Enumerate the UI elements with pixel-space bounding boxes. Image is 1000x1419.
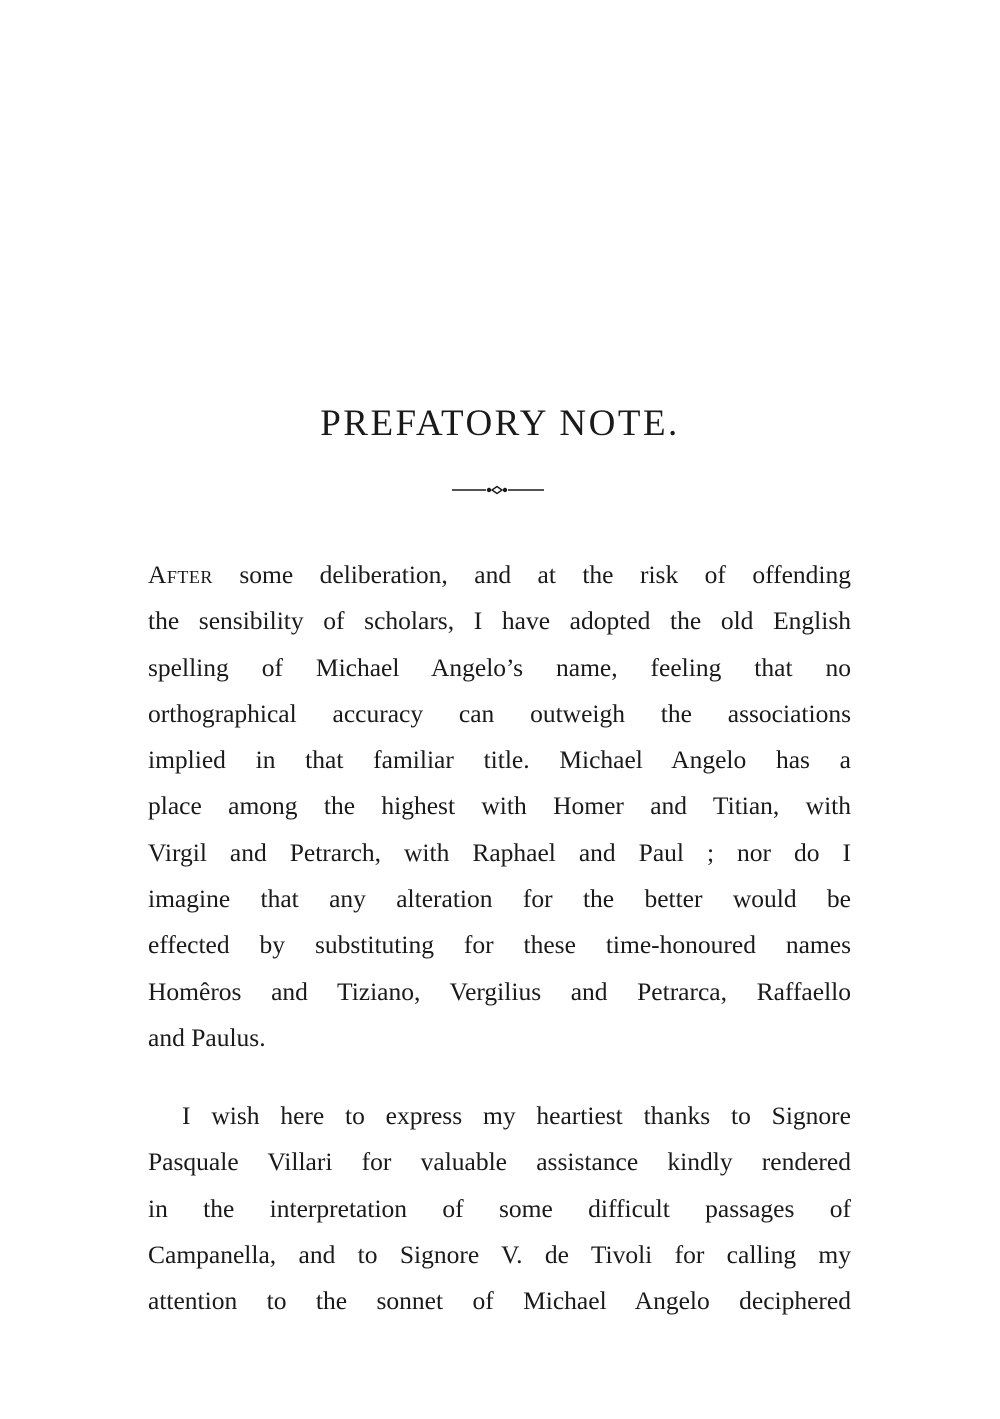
- paragraph-1-line-3: spelling of Michael Angelo’s name, feeling that no: [148, 652, 851, 682]
- paragraph-2-line-4: Campanella, and to Signore V. de Tivoli for calling my: [148, 1239, 851, 1269]
- paragraph-1-line-1: After some deliberation, and at the risk of offending: [148, 560, 851, 589]
- paragraph-1-line-9: effected by substituting for these time-honoured names: [148, 930, 851, 960]
- ornament-divider-icon: [450, 482, 546, 498]
- paragraph-1-line-11: and Paulus.: [148, 1022, 266, 1052]
- paragraph-1-line-7: Virgil and Petrarch, with Raphael and Paul ; nor do I: [148, 837, 851, 867]
- paragraph-1-line-6: place among the highest with Homer and Titian, with: [148, 791, 851, 821]
- paragraph-2-line-3: in the interpretation of some difficult passages of: [148, 1193, 851, 1223]
- paragraph-2-line-1: I wish here to express my heartiest thanks to Signore: [182, 1101, 851, 1130]
- paragraph-1: [148, 552, 851, 1061]
- paragraph-1-line-5: implied in that familiar title. Michael Angelo has a: [148, 745, 851, 775]
- lead-word: After: [148, 560, 213, 589]
- paragraph-1-line-8: imagine that any alteration for the better would be: [148, 884, 851, 914]
- page-title: PREFATORY NOTE.: [320, 403, 680, 444]
- paragraph-1-line-10: Homêros and Tiziano, Vergilius and Petrarca, Raffaello: [148, 976, 851, 1006]
- paragraph-2: [148, 1093, 851, 1324]
- paragraph-2-line-2: Pasquale Villari for valuable assistance kindly rendered: [148, 1147, 851, 1177]
- paragraph-2-line-5: attention to the sonnet of Michael Angelo deciphered: [148, 1286, 851, 1316]
- paragraph-1-line-4: orthographical accuracy can outweigh the associations: [148, 698, 851, 728]
- paragraph-1-line-2: the sensibility of scholars, I have adopted the old English: [148, 606, 851, 636]
